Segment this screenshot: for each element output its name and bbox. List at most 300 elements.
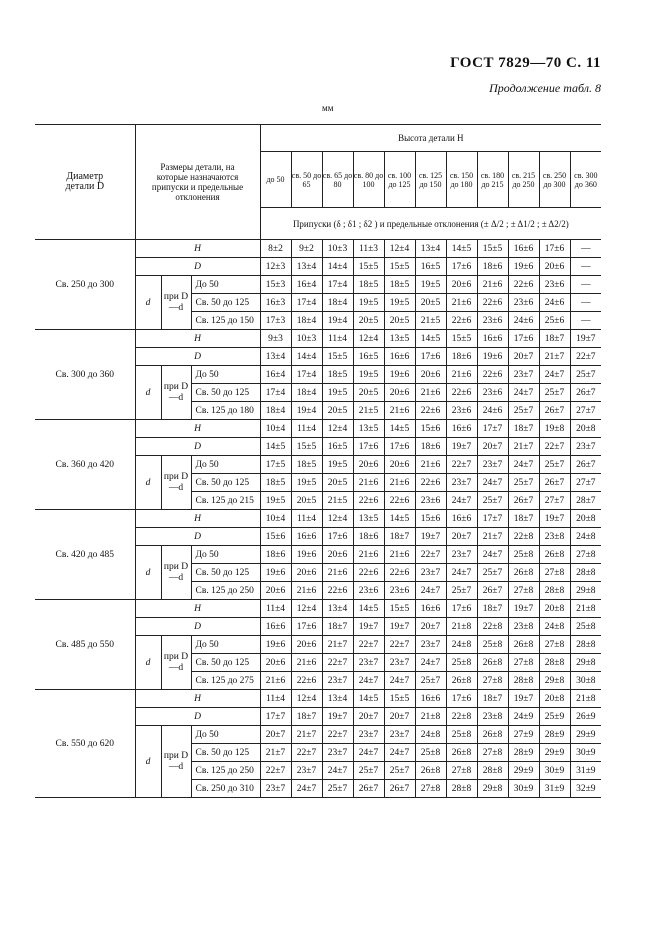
- value-cell: 16±6: [291, 528, 322, 546]
- value-cell: 14±4: [322, 258, 353, 276]
- value-cell: 21±6: [415, 456, 446, 474]
- value-cell: 22±7: [322, 726, 353, 744]
- value-cell: 20±5: [384, 312, 415, 330]
- size-range-cell: До 50: [191, 636, 260, 654]
- value-cell: 21±6: [446, 366, 477, 384]
- value-cell: 18±6: [477, 258, 508, 276]
- value-cell: 20±6: [384, 384, 415, 402]
- value-cell: 19±7: [353, 618, 384, 636]
- value-cell: 18±7: [322, 618, 353, 636]
- header-diameter: Диаметр детали D: [35, 125, 135, 240]
- value-cell: 23±6: [539, 276, 570, 294]
- value-cell: 19±7: [322, 708, 353, 726]
- value-cell: 23±7: [322, 672, 353, 690]
- value-cell: 19±5: [384, 294, 415, 312]
- value-cell: 22±8: [446, 708, 477, 726]
- value-cell: 8±2: [260, 240, 291, 258]
- value-cell: 21±6: [353, 474, 384, 492]
- height-range-header: св. 80 до 100: [353, 152, 384, 208]
- value-cell: 25±7: [353, 762, 384, 780]
- value-cell: 16±6: [415, 600, 446, 618]
- value-cell: 10±3: [291, 330, 322, 348]
- value-cell: 20±8: [539, 690, 570, 708]
- value-cell: 27±7: [570, 474, 601, 492]
- value-cell: 15±5: [446, 330, 477, 348]
- value-cell: 18±4: [322, 294, 353, 312]
- value-cell: 17±6: [291, 618, 322, 636]
- value-cell: 25±7: [384, 762, 415, 780]
- value-cell: 27±8: [477, 672, 508, 690]
- value-cell: 13±4: [291, 258, 322, 276]
- value-cell: 17±6: [539, 240, 570, 258]
- value-cell: 18±6: [446, 348, 477, 366]
- pri-label-cell: при D—d: [161, 726, 191, 798]
- value-cell: 16±5: [415, 258, 446, 276]
- value-cell: 26±8: [539, 546, 570, 564]
- value-cell: 23±6: [415, 492, 446, 510]
- value-cell: 19±5: [260, 492, 291, 510]
- value-cell: 25±7: [477, 492, 508, 510]
- value-cell: 20±6: [415, 366, 446, 384]
- value-cell: 17±6: [446, 690, 477, 708]
- size-range-cell: Св. 125 до 215: [191, 492, 260, 510]
- value-cell: 22±6: [508, 276, 539, 294]
- height-range-header: св. 180 до 215: [477, 152, 508, 208]
- value-cell: —: [570, 258, 601, 276]
- value-cell: 20±8: [570, 420, 601, 438]
- value-cell: 27±8: [539, 564, 570, 582]
- value-cell: 13±4: [415, 240, 446, 258]
- value-cell: 16±4: [291, 276, 322, 294]
- value-cell: 11±4: [291, 420, 322, 438]
- value-cell: 19±5: [415, 276, 446, 294]
- value-cell: 22±7: [539, 438, 570, 456]
- value-cell: 25±7: [477, 564, 508, 582]
- value-cell: 27±9: [508, 726, 539, 744]
- value-cell: 22±6: [353, 564, 384, 582]
- value-cell: 30±8: [570, 672, 601, 690]
- value-cell: 15±6: [415, 420, 446, 438]
- value-cell: 23±6: [477, 312, 508, 330]
- size-range-cell: Св. 125 до 250: [191, 582, 260, 600]
- value-cell: 16±6: [384, 348, 415, 366]
- value-cell: 26±8: [446, 744, 477, 762]
- value-cell: 18±7: [508, 510, 539, 528]
- d-label-cell: d: [135, 636, 161, 690]
- value-cell: 14±5: [353, 600, 384, 618]
- value-cell: 22±6: [415, 402, 446, 420]
- value-cell: 27±8: [539, 636, 570, 654]
- value-cell: 21±5: [353, 402, 384, 420]
- value-cell: 24±6: [508, 312, 539, 330]
- value-cell: 24±7: [291, 780, 322, 798]
- value-cell: 20±5: [353, 384, 384, 402]
- value-cell: 23±7: [353, 726, 384, 744]
- d-label-cell: d: [135, 456, 161, 510]
- pri-label-cell: при D—d: [161, 276, 191, 330]
- value-cell: 23±6: [508, 294, 539, 312]
- value-cell: 16±6: [446, 420, 477, 438]
- height-range-header: св. 215 до 250: [508, 152, 539, 208]
- value-cell: 26±8: [446, 672, 477, 690]
- value-cell: 24±7: [384, 744, 415, 762]
- value-cell: 21±6: [384, 474, 415, 492]
- size-label-cell: D: [135, 708, 260, 726]
- header-height-title: Высота детали Н: [260, 125, 601, 152]
- value-cell: 29±9: [508, 762, 539, 780]
- value-cell: 23±6: [384, 582, 415, 600]
- value-cell: 15±5: [322, 348, 353, 366]
- value-cell: 25±8: [446, 654, 477, 672]
- value-cell: 18±5: [384, 276, 415, 294]
- table-header: [35, 125, 601, 240]
- value-cell: 22±7: [570, 348, 601, 366]
- value-cell: 21±6: [384, 546, 415, 564]
- value-cell: 18±5: [353, 276, 384, 294]
- value-cell: 25±7: [508, 402, 539, 420]
- value-cell: 28±8: [477, 762, 508, 780]
- value-cell: 22±7: [291, 744, 322, 762]
- value-cell: 28±7: [570, 492, 601, 510]
- value-cell: 22±7: [322, 654, 353, 672]
- size-range-cell: До 50: [191, 276, 260, 294]
- value-cell: 21±6: [291, 654, 322, 672]
- value-cell: 28±9: [508, 744, 539, 762]
- value-cell: 23±6: [446, 402, 477, 420]
- value-cell: 20±7: [415, 618, 446, 636]
- value-cell: 19±5: [291, 474, 322, 492]
- value-cell: 20±6: [384, 456, 415, 474]
- value-cell: 19±4: [291, 402, 322, 420]
- height-range-header: св. 100 до 125: [384, 152, 415, 208]
- value-cell: 11±4: [291, 510, 322, 528]
- value-cell: 28±8: [508, 672, 539, 690]
- value-cell: 20±6: [260, 654, 291, 672]
- value-cell: 19±6: [260, 564, 291, 582]
- value-cell: 20±6: [291, 636, 322, 654]
- value-cell: 26±8: [477, 654, 508, 672]
- value-cell: 29±8: [570, 582, 601, 600]
- value-cell: 25±6: [539, 312, 570, 330]
- value-cell: 22±7: [415, 546, 446, 564]
- value-cell: 29±8: [539, 672, 570, 690]
- value-cell: 26±7: [570, 384, 601, 402]
- value-cell: 28±8: [446, 780, 477, 798]
- height-range-header: до 50: [260, 152, 291, 208]
- value-cell: 20±7: [384, 708, 415, 726]
- value-cell: 22±6: [477, 294, 508, 312]
- value-cell: 22±8: [508, 528, 539, 546]
- size-range-cell: Св. 50 до 125: [191, 564, 260, 582]
- value-cell: 11±4: [260, 600, 291, 618]
- value-cell: 27±8: [508, 582, 539, 600]
- value-cell: 30±9: [539, 762, 570, 780]
- value-cell: 22±6: [291, 672, 322, 690]
- value-cell: 19±6: [260, 636, 291, 654]
- value-cell: 24±7: [446, 564, 477, 582]
- value-cell: 13±5: [384, 330, 415, 348]
- value-cell: 19±7: [570, 330, 601, 348]
- value-cell: 20±5: [322, 474, 353, 492]
- size-range-cell: Св. 50 до 125: [191, 474, 260, 492]
- allowance-note: [260, 208, 601, 240]
- value-cell: 13±4: [322, 690, 353, 708]
- value-cell: 10±4: [260, 420, 291, 438]
- value-cell: 15±6: [415, 510, 446, 528]
- value-cell: 10±3: [322, 240, 353, 258]
- value-cell: 16±6: [446, 510, 477, 528]
- value-cell: 24±7: [446, 492, 477, 510]
- value-cell: 9±3: [260, 330, 291, 348]
- value-cell: 23±7: [415, 636, 446, 654]
- value-cell: 13±4: [322, 600, 353, 618]
- height-range-header: св. 50 до 65: [291, 152, 322, 208]
- value-cell: 19±7: [446, 438, 477, 456]
- value-cell: 29±8: [570, 654, 601, 672]
- value-cell: 17±4: [260, 384, 291, 402]
- value-cell: 19±6: [477, 348, 508, 366]
- value-cell: 16±5: [322, 438, 353, 456]
- value-cell: 19±8: [539, 420, 570, 438]
- value-cell: 18±4: [291, 384, 322, 402]
- value-cell: 32±9: [570, 780, 601, 798]
- value-cell: 17±4: [322, 276, 353, 294]
- value-cell: 22±7: [260, 762, 291, 780]
- value-cell: 12±4: [291, 690, 322, 708]
- value-cell: 19±7: [415, 528, 446, 546]
- value-cell: 23±8: [539, 528, 570, 546]
- value-cell: —: [570, 276, 601, 294]
- value-cell: 18±7: [508, 420, 539, 438]
- value-cell: 24±7: [415, 582, 446, 600]
- value-cell: 13±5: [353, 510, 384, 528]
- size-range-cell: Св. 125 до 250: [191, 762, 260, 780]
- value-cell: 26±8: [508, 636, 539, 654]
- value-cell: 19±7: [539, 510, 570, 528]
- value-cell: 20±6: [539, 258, 570, 276]
- value-cell: 18±5: [260, 474, 291, 492]
- size-label-cell: H: [135, 420, 260, 438]
- value-cell: 22±6: [384, 492, 415, 510]
- value-cell: 13±5: [353, 420, 384, 438]
- value-cell: 9±2: [291, 240, 322, 258]
- value-cell: 24±7: [415, 654, 446, 672]
- value-cell: 22±7: [353, 636, 384, 654]
- value-cell: 21±5: [322, 492, 353, 510]
- value-cell: 23±7: [508, 366, 539, 384]
- value-cell: 31±9: [539, 780, 570, 798]
- value-cell: 20±7: [477, 438, 508, 456]
- value-cell: 25±9: [539, 708, 570, 726]
- value-cell: 17±4: [291, 366, 322, 384]
- value-cell: 26±7: [570, 456, 601, 474]
- value-cell: 27±8: [446, 762, 477, 780]
- value-cell: 18±5: [322, 366, 353, 384]
- value-cell: 25±8: [570, 618, 601, 636]
- value-cell: 20±8: [570, 510, 601, 528]
- value-cell: 12±3: [260, 258, 291, 276]
- value-cell: 19±5: [322, 456, 353, 474]
- value-cell: 24±7: [353, 744, 384, 762]
- value-cell: 19±6: [384, 366, 415, 384]
- diameter-cell: Св. 550 до 620: [35, 690, 135, 798]
- value-cell: 15±5: [353, 258, 384, 276]
- value-cell: 27±8: [477, 744, 508, 762]
- value-cell: 19±6: [291, 546, 322, 564]
- value-cell: 14±5: [260, 438, 291, 456]
- value-cell: 15±5: [384, 258, 415, 276]
- value-cell: 23±7: [477, 456, 508, 474]
- value-cell: 14±5: [353, 690, 384, 708]
- value-cell: 25±8: [477, 636, 508, 654]
- unit-label: мм: [322, 103, 334, 113]
- value-cell: 17±7: [477, 420, 508, 438]
- value-cell: 15±5: [384, 690, 415, 708]
- value-cell: 17±6: [353, 438, 384, 456]
- value-cell: 23±6: [353, 582, 384, 600]
- value-cell: 19±7: [508, 600, 539, 618]
- size-range-cell: Св. 250 до 310: [191, 780, 260, 798]
- value-cell: 18±7: [477, 600, 508, 618]
- value-cell: —: [570, 294, 601, 312]
- value-cell: 14±5: [384, 510, 415, 528]
- diameter-cell: Св. 360 до 420: [35, 420, 135, 510]
- size-range-cell: Св. 125 до 150: [191, 312, 260, 330]
- table-continuation: Продолжение табл. 8: [489, 81, 601, 95]
- size-range-cell: До 50: [191, 456, 260, 474]
- table-row: [35, 690, 601, 708]
- table-row: [35, 330, 601, 348]
- value-cell: 19±7: [384, 618, 415, 636]
- size-label-cell: H: [135, 510, 260, 528]
- value-cell: 23±7: [384, 654, 415, 672]
- size-range-cell: Св. 125 до 275: [191, 672, 260, 690]
- value-cell: 12±4: [384, 240, 415, 258]
- value-cell: 16±3: [260, 294, 291, 312]
- value-cell: 21±8: [446, 618, 477, 636]
- value-cell: 24±7: [353, 672, 384, 690]
- value-cell: 14±5: [384, 420, 415, 438]
- value-cell: 16±6: [477, 330, 508, 348]
- value-cell: 21±6: [322, 564, 353, 582]
- value-cell: 20±5: [353, 312, 384, 330]
- value-cell: 12±4: [291, 600, 322, 618]
- value-cell: 22±6: [446, 312, 477, 330]
- size-label-cell: H: [135, 330, 260, 348]
- pri-label-cell: при D—d: [161, 366, 191, 420]
- value-cell: 16±5: [353, 348, 384, 366]
- table-body: [35, 240, 601, 798]
- value-cell: 22±6: [415, 474, 446, 492]
- size-label-cell: H: [135, 690, 260, 708]
- value-cell: 25±8: [415, 744, 446, 762]
- value-cell: 14±4: [291, 348, 322, 366]
- value-cell: 22±6: [353, 492, 384, 510]
- value-cell: 22±6: [322, 582, 353, 600]
- value-cell: 25±7: [539, 384, 570, 402]
- value-cell: 21±6: [477, 276, 508, 294]
- value-cell: 28±8: [570, 564, 601, 582]
- value-cell: 26±8: [508, 564, 539, 582]
- value-cell: 25±7: [508, 474, 539, 492]
- value-cell: 24±7: [508, 456, 539, 474]
- height-range-header: св. 300 до 360: [570, 152, 601, 208]
- value-cell: 24±6: [539, 294, 570, 312]
- value-cell: 17±4: [291, 294, 322, 312]
- value-cell: 25±8: [446, 726, 477, 744]
- value-cell: 16±6: [508, 240, 539, 258]
- value-cell: 21±7: [508, 438, 539, 456]
- value-cell: 21±6: [260, 672, 291, 690]
- value-cell: 23±7: [384, 726, 415, 744]
- value-cell: 22±8: [477, 618, 508, 636]
- value-cell: 26±9: [570, 708, 601, 726]
- size-label-cell: D: [135, 528, 260, 546]
- value-cell: 17±5: [260, 456, 291, 474]
- value-cell: 26±7: [508, 492, 539, 510]
- value-cell: 29±8: [477, 780, 508, 798]
- value-cell: 20±6: [291, 564, 322, 582]
- value-cell: 15±5: [477, 240, 508, 258]
- value-cell: 17±6: [508, 330, 539, 348]
- diameter-cell: Св. 300 до 360: [35, 330, 135, 420]
- value-cell: 27±7: [539, 492, 570, 510]
- size-range-cell: До 50: [191, 726, 260, 744]
- value-cell: 21±7: [291, 726, 322, 744]
- value-cell: 20±6: [446, 276, 477, 294]
- size-label-cell: D: [135, 618, 260, 636]
- value-cell: —: [570, 312, 601, 330]
- value-cell: 17±7: [477, 510, 508, 528]
- diameter-cell: Св. 250 до 300: [35, 240, 135, 330]
- value-cell: 29±9: [570, 726, 601, 744]
- value-cell: 24±7: [384, 672, 415, 690]
- value-cell: 28±8: [539, 582, 570, 600]
- d-label-cell: d: [135, 726, 161, 798]
- value-cell: 19±5: [322, 384, 353, 402]
- size-range-cell: Св. 50 до 125: [191, 744, 260, 762]
- value-cell: 16±4: [260, 366, 291, 384]
- value-cell: 18±7: [477, 690, 508, 708]
- value-cell: 15±5: [384, 600, 415, 618]
- page-header: ГОСТ 7829—70 С. 11: [450, 55, 601, 71]
- value-cell: 20±5: [415, 294, 446, 312]
- value-cell: 19±5: [353, 366, 384, 384]
- value-cell: 15±6: [260, 528, 291, 546]
- pri-label-cell: при D—d: [161, 546, 191, 600]
- value-cell: 18±7: [539, 330, 570, 348]
- size-range-cell: Св. 50 до 125: [191, 384, 260, 402]
- value-cell: 25±7: [415, 672, 446, 690]
- value-cell: 21±6: [415, 384, 446, 402]
- value-cell: 24±7: [477, 546, 508, 564]
- value-cell: 18±7: [291, 708, 322, 726]
- allowance-table: [35, 124, 601, 798]
- value-cell: —: [570, 240, 601, 258]
- value-cell: 17±6: [384, 438, 415, 456]
- value-cell: 19±5: [353, 294, 384, 312]
- value-cell: 23±8: [508, 618, 539, 636]
- value-cell: 24±9: [508, 708, 539, 726]
- value-cell: 23±7: [260, 780, 291, 798]
- value-cell: 30±9: [570, 744, 601, 762]
- value-cell: 18±4: [291, 312, 322, 330]
- value-cell: 14±5: [446, 240, 477, 258]
- pri-label-cell: при D—d: [161, 636, 191, 690]
- value-cell: 12±4: [322, 510, 353, 528]
- value-cell: 24±7: [539, 366, 570, 384]
- value-cell: 26±7: [477, 582, 508, 600]
